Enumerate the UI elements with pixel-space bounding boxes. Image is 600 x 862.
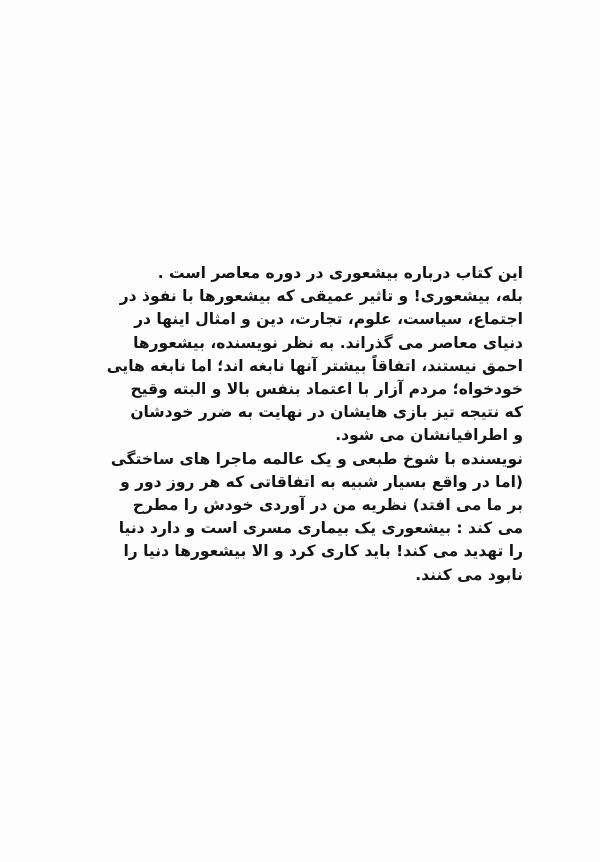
text-line: خودخواه؛ مردم آزار با اعتماد بنفس بالا و البته وقیح	[130, 380, 523, 399]
text-line: می کند : بیشعوری یک بیماری مسری است و دارد دنیا	[118, 519, 523, 538]
text-line: نویسنده با شوخ طبعی و یک عالمه ماجرا های ساختگی	[110, 449, 523, 468]
text-line: (اما در واقع بسیار شبیه به اتفاقاتی که هر روز دور و	[120, 472, 523, 491]
text-line: و اطرافیانشان می شود.	[335, 426, 523, 445]
text-line: این کتاب درباره بیشعوری در دوره معاصر است .	[157, 264, 523, 282]
text-line: نابود می کنند.	[415, 565, 523, 584]
text-line: احمق نیستند، اتفاقاً بیشتر آنها نابغه اند؛ اما نابغه هایی	[106, 356, 523, 375]
text-line: بله، بیشعوری! و تاثیر عمیقی که بیشعورها با نفوذ در	[119, 287, 523, 306]
text-line: دنیای معاصر می گذراند. به نظر نویسنده، بیشعورها	[133, 333, 523, 352]
text-line: را تهدید می کند! باید کاری کرد و الا بیشعورها دنیا را	[123, 542, 523, 561]
book-description-text	[106, 262, 523, 587]
text-line: بر ما می افتد) نظریه من در آوردی خودش را مطرح	[132, 496, 523, 515]
text-line: که نتیجه تیز بازی هایشان در نهایت به ضرر خودشان	[130, 403, 523, 422]
text-line: اجتماع، سیاست، علوم، تجارت، دین و امثال اینها در	[134, 310, 523, 329]
